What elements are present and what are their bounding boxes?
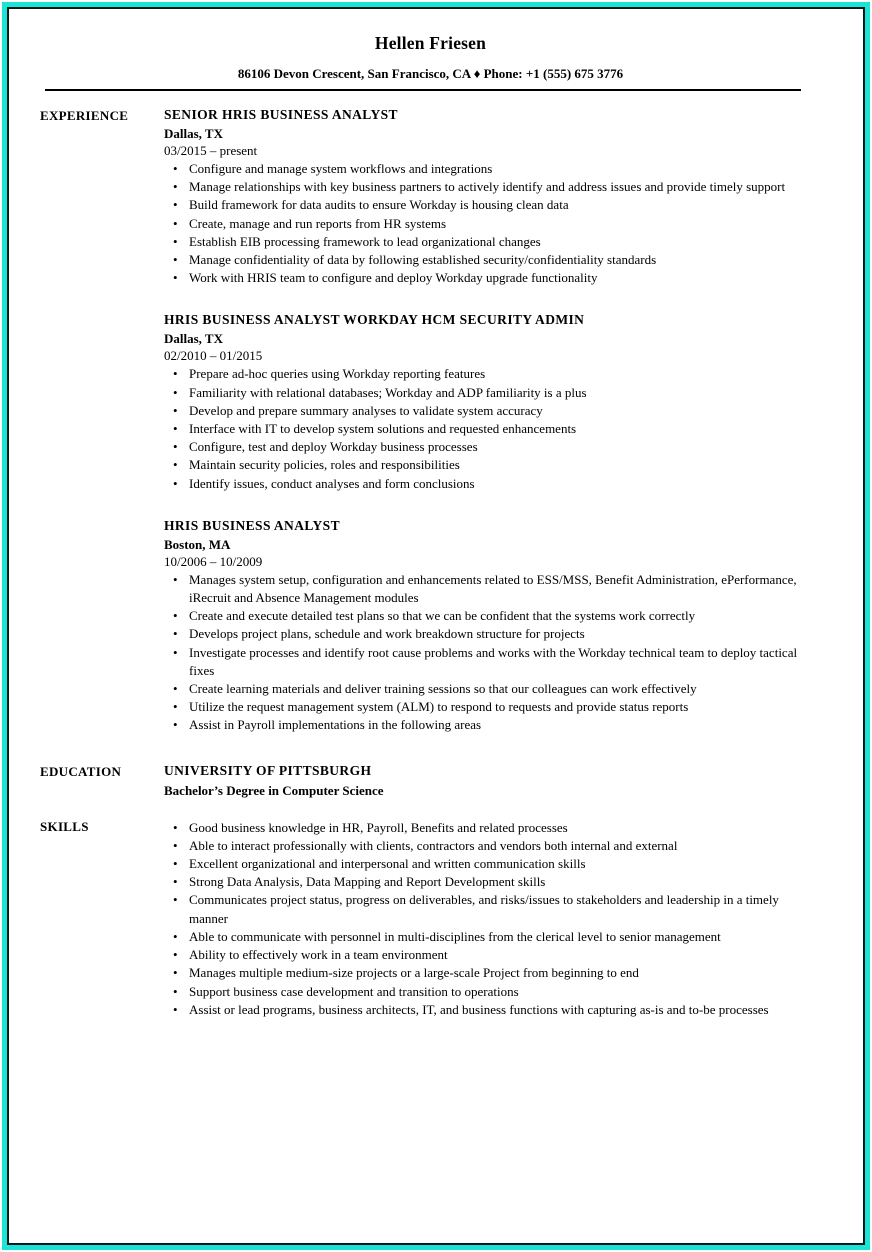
- skills-list: [164, 819, 821, 1019]
- job-bullet: • Interface with IT to develop system solutions and requested enhancements: [164, 420, 821, 438]
- experience-section: [40, 107, 821, 735]
- job-dates: 10/2006 – 10/2009: [164, 553, 263, 569]
- job-bullet: • Establish EIB processing framework to lead organizational changes: [164, 233, 821, 251]
- resume-body: [40, 107, 821, 1019]
- skill-bullet: • Support business case development and transition to operations: [164, 983, 821, 1001]
- school-name: UNIVERSITY OF PITTSBURGH: [164, 762, 372, 778]
- resume-page: [7, 7, 865, 1245]
- job-bullet: • Manage confidentiality of data by following established security/confidentiality standards: [164, 251, 821, 269]
- job-bullet: • Manage relationships with key business partners to actively identify and address issues and provide timely support: [164, 178, 821, 196]
- skill-bullet: • Excellent organizational and interpersonal and written communication skills: [164, 855, 821, 873]
- education-section: [40, 763, 821, 799]
- skill-bullet: • Communicates project status, progress on deliverables, and risks/issues to stakeholders and leadership in a timely manner: [164, 891, 821, 927]
- job-dates: 03/2015 – present: [164, 143, 258, 158]
- resume-header: [40, 33, 821, 91]
- job-bullet: • Utilize the request management system (ALM) to respond to requests and provide status reports: [164, 698, 821, 716]
- job-bullet: • Maintain security policies, roles and responsibilities: [164, 456, 821, 474]
- job-bullet: • Create and execute detailed test plans so that we can be confident that the systems work correctly: [164, 607, 821, 625]
- contact-line: 86106 Devon Crescent, San Francisco, CA ♦ Phone: +1 (555) 675 3776: [237, 66, 624, 81]
- job-bullet: • Manages system setup, configuration and enhancements related to ESS/MSS, Benefit Administration, ePerformance, iRecruit and Absence Management modules: [164, 571, 821, 607]
- skill-bullet: • Able to interact professionally with clients, contractors and vendors both internal and external: [164, 837, 821, 855]
- education-content: [164, 763, 821, 799]
- job-bullet: • Work with HRIS team to configure and deploy Workday upgrade functionality: [164, 269, 821, 287]
- job-location: Dallas, TX: [164, 126, 223, 141]
- job-title: HRIS BUSINESS ANALYST WORKDAY HCM SECURITY ADMIN: [164, 312, 585, 328]
- job-bullet: • Assist in Payroll implementations in the following areas: [164, 716, 821, 734]
- job-entry: [164, 312, 821, 492]
- skill-bullet: • Able to communicate with personnel in multi-disciplines from the clerical level to senior management: [164, 928, 821, 946]
- job-bullet-list: [164, 571, 821, 735]
- job-location: Dallas, TX: [164, 331, 223, 347]
- job-bullet: • Create, manage and run reports from HR systems: [164, 215, 821, 233]
- job-bullet: • Familiarity with relational databases; Workday and ADP familiarity is a plus: [164, 384, 821, 402]
- section-label-experience: EXPERIENCE: [40, 108, 129, 123]
- page-border-frame: [2, 2, 870, 1250]
- job-bullet: • Create learning materials and deliver training sessions so that our colleagues can work effectively: [164, 680, 821, 698]
- degree-name: Bachelor’s Degree in Computer Science: [164, 782, 384, 798]
- job-title: SENIOR HRIS BUSINESS ANALYST: [164, 107, 398, 122]
- section-label-skills: SKILLS: [40, 818, 89, 834]
- experience-content: [164, 107, 821, 735]
- job-title: HRIS BUSINESS ANALYST: [164, 517, 340, 533]
- skill-bullet: • Assist or lead programs, business architects, IT, and business functions with capturing as-is and to-be processes: [164, 1001, 821, 1019]
- skill-bullet: • Manages multiple medium-size projects or a large-scale Project from beginning to end: [164, 964, 821, 982]
- job-bullet: • Investigate processes and identify root cause problems and works with the Workday technical team to deploy tactical fixes: [164, 644, 821, 680]
- job-entry: [164, 518, 821, 735]
- job-bullet: • Configure, test and deploy Workday business processes: [164, 438, 821, 456]
- skill-bullet: • Strong Data Analysis, Data Mapping and Report Development skills: [164, 873, 821, 891]
- skills-section: [40, 818, 821, 1019]
- job-bullet: • Build framework for data audits to ensure Workday is housing clean data: [164, 196, 821, 214]
- job-bullet: • Prepare ad-hoc queries using Workday reporting features: [164, 365, 821, 383]
- job-bullet-list: [164, 160, 821, 287]
- job-bullet: • Configure and manage system workflows and integrations: [164, 160, 821, 178]
- job-dates: 02/2010 – 01/2015: [164, 348, 263, 364]
- skill-bullet: • Ability to effectively work in a team environment: [164, 946, 821, 964]
- job-bullet-list: [164, 365, 821, 492]
- job-bullet: • Identify issues, conduct analyses and form conclusions: [164, 475, 821, 493]
- job-bullet: • Develop and prepare summary analyses to validate system accuracy: [164, 402, 821, 420]
- header-divider: [45, 89, 801, 91]
- section-label-education: EDUCATION: [40, 763, 122, 779]
- person-name: Hellen Friesen: [374, 33, 487, 53]
- job-entry: [164, 107, 821, 287]
- job-bullet: • Develops project plans, schedule and work breakdown structure for projects: [164, 625, 821, 643]
- skill-bullet: • Good business knowledge in HR, Payroll, Benefits and related processes: [164, 819, 821, 837]
- skills-content: [164, 818, 821, 1019]
- job-location: Boston, MA: [164, 536, 231, 552]
